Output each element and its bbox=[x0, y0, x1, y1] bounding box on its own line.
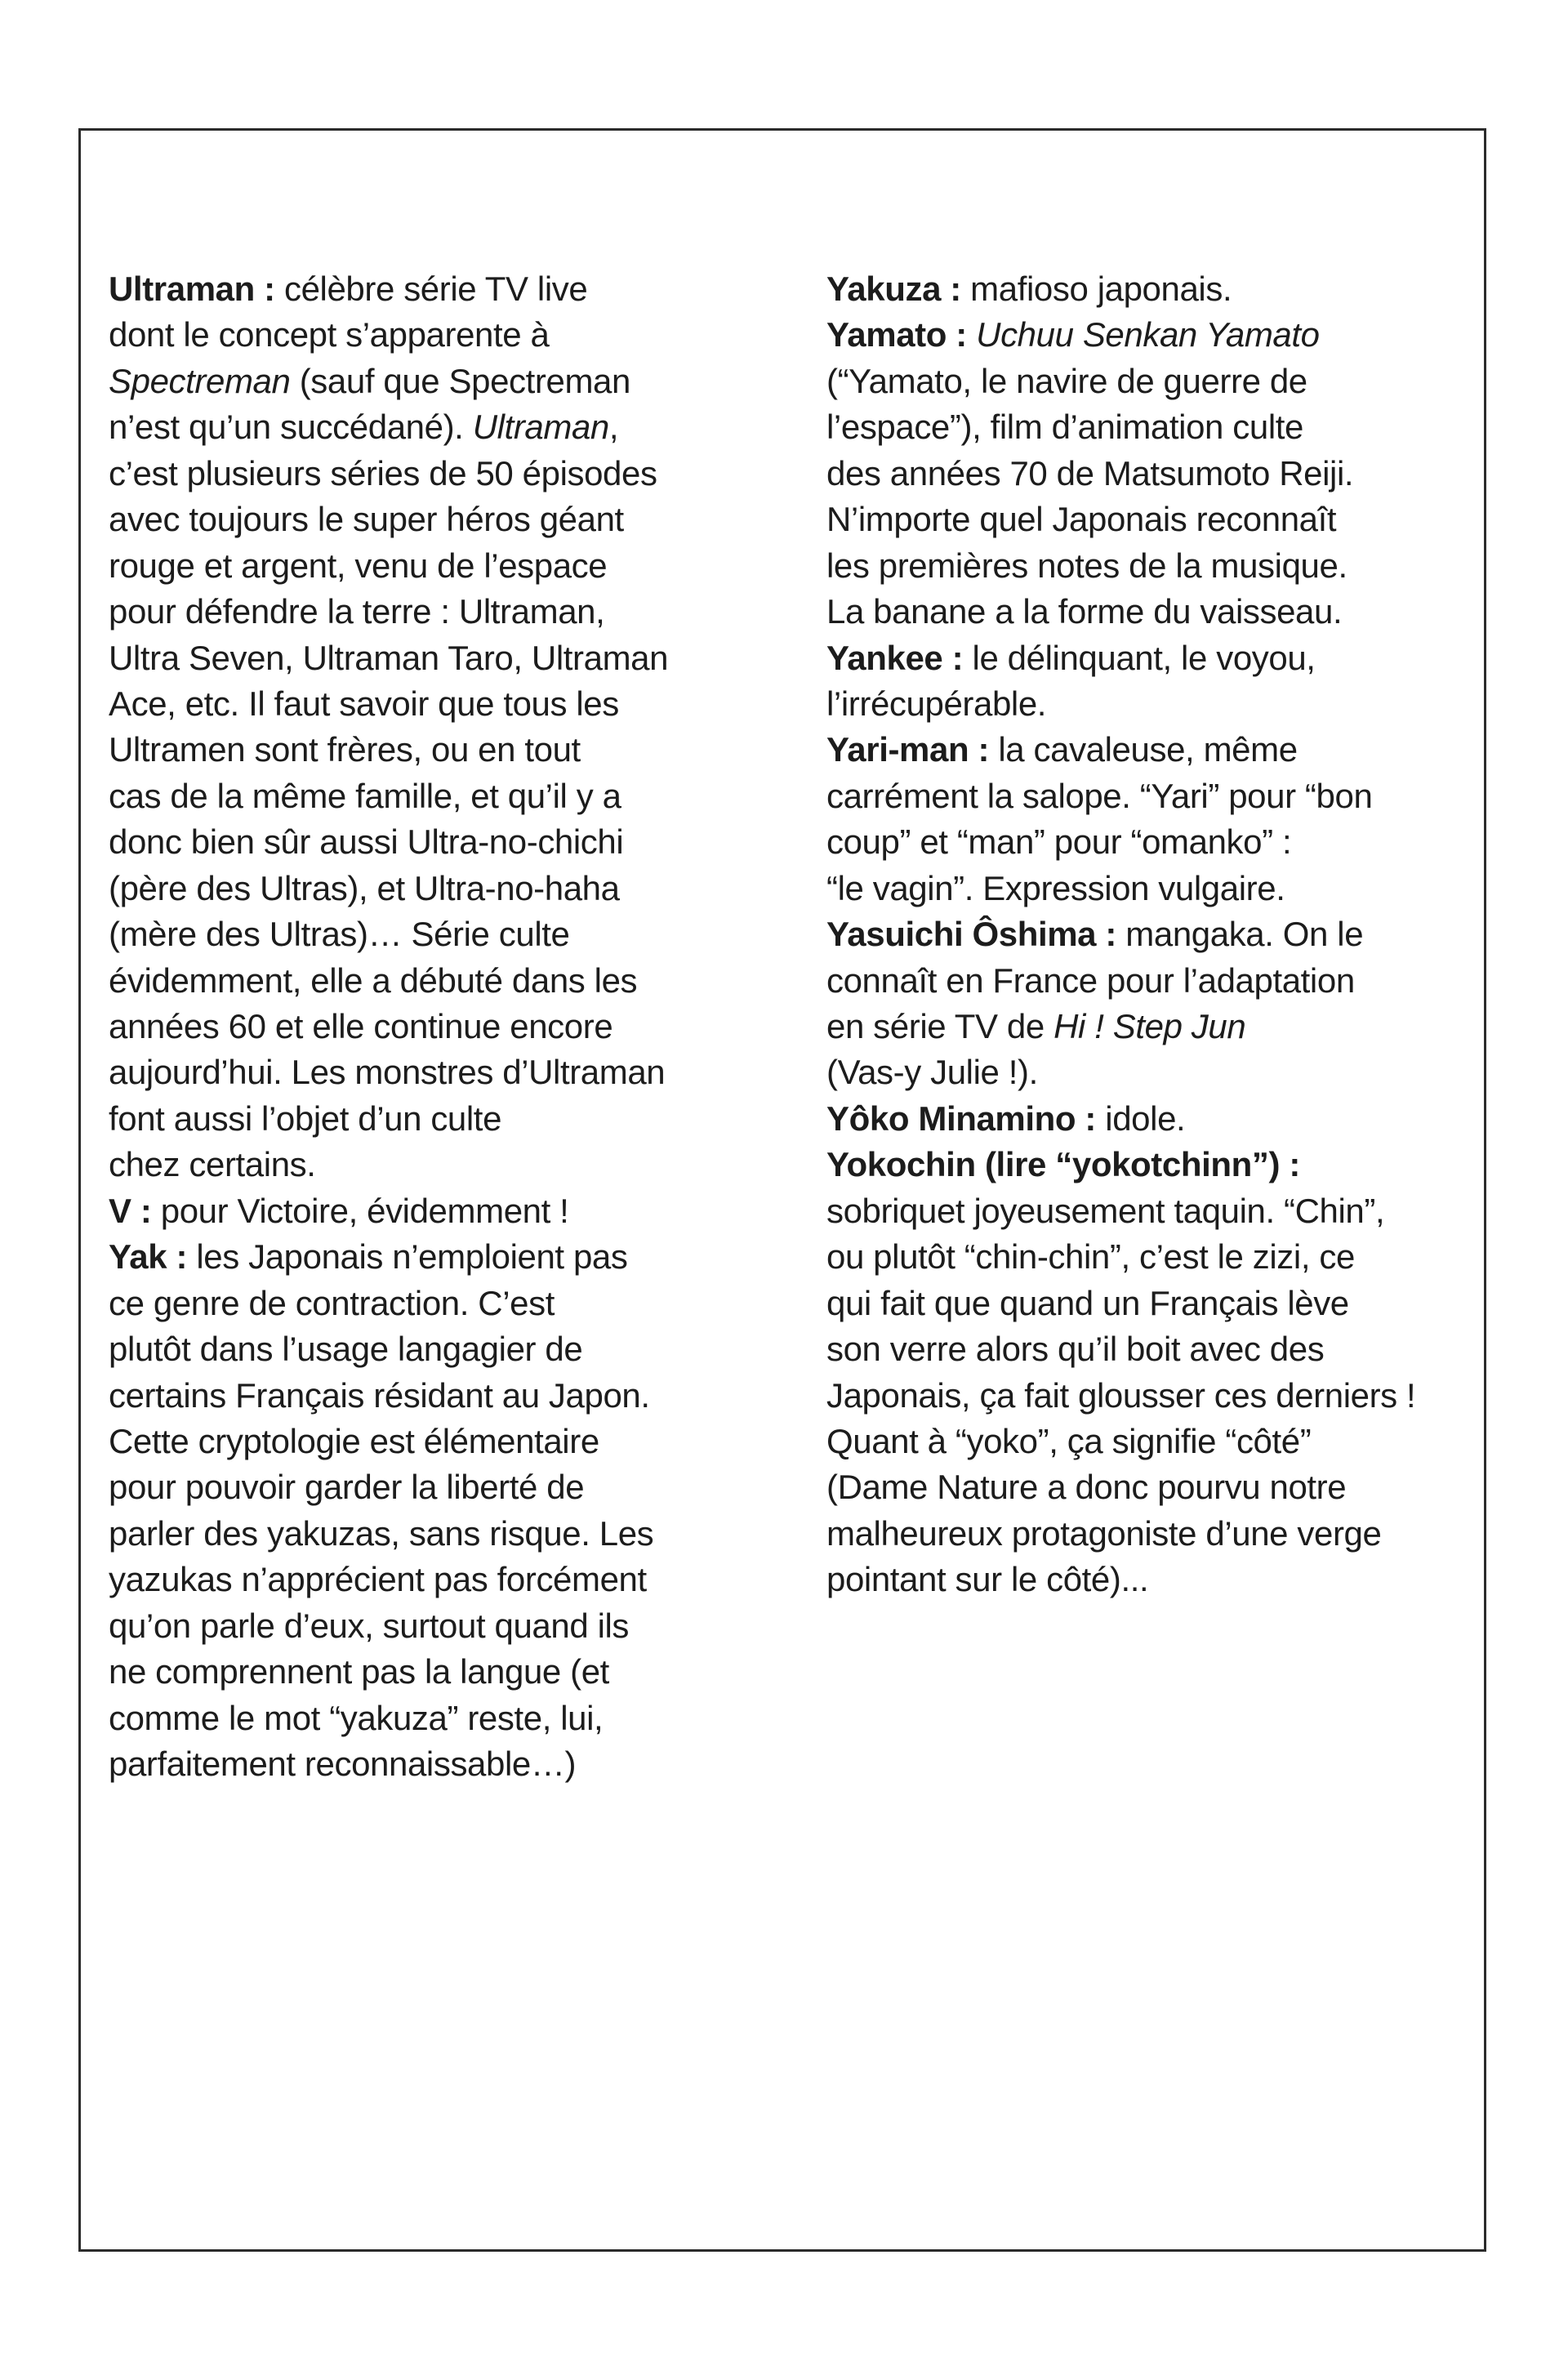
entry-text: Ultramen sont frères, ou en tout bbox=[109, 730, 581, 769]
text-line bbox=[109, 589, 762, 635]
glossary-entry-v bbox=[109, 1188, 762, 1234]
text-line bbox=[109, 1096, 762, 1142]
text-line bbox=[826, 451, 1480, 497]
entry-text: l’irrécupérable. bbox=[826, 684, 1047, 723]
entry-text: pour défendre la terre : Ultraman, bbox=[109, 592, 605, 631]
text-line bbox=[109, 543, 762, 589]
text-line bbox=[826, 1557, 1480, 1602]
glossary-entry-yakuza bbox=[826, 266, 1480, 312]
italic-title: Hi ! Step Jun bbox=[1054, 1007, 1246, 1045]
text-line bbox=[109, 404, 762, 450]
text-line bbox=[109, 773, 762, 819]
text-line bbox=[826, 1142, 1480, 1188]
text-line bbox=[109, 727, 762, 773]
entry-text: rouge et argent, venu de l’espace bbox=[109, 546, 608, 585]
entry-text: N’importe quel Japonais reconnaît bbox=[826, 500, 1337, 539]
entry-text: (mère des Ultras)… Série culte bbox=[109, 915, 570, 954]
entry-term: Yankee : bbox=[826, 638, 964, 677]
entry-text: comme le mot “yakuza” reste, lui, bbox=[109, 1698, 604, 1737]
text-line bbox=[109, 359, 762, 404]
entry-text: carrément la salope. “Yari” pour “bon bbox=[826, 776, 1373, 815]
entry-term: Yamato : bbox=[826, 315, 967, 354]
text-line bbox=[826, 681, 1480, 727]
entry-text: certains Français résidant au Japon. bbox=[109, 1375, 650, 1415]
text-line bbox=[109, 312, 762, 358]
text-line bbox=[109, 681, 762, 727]
entry-text: (Vas-y Julie !). bbox=[826, 1053, 1038, 1092]
entry-text: la cavaleuse, même bbox=[989, 730, 1298, 769]
entry-text: années 60 et elle continue encore bbox=[109, 1007, 613, 1045]
text-line bbox=[826, 1004, 1480, 1049]
entry-text: sobriquet joyeusement taquin. “Chin”, bbox=[826, 1191, 1385, 1230]
entry-text: ou plutôt “chin-chin”, c’est le zizi, ce bbox=[826, 1237, 1355, 1277]
text-line bbox=[826, 1511, 1480, 1557]
text-line bbox=[109, 958, 762, 1004]
text-line bbox=[826, 1049, 1480, 1095]
glossary-entry-yak bbox=[109, 1234, 762, 1787]
text-line bbox=[109, 1603, 762, 1649]
entry-text: (sauf que Spectreman bbox=[290, 361, 630, 400]
entry-text: ne comprennent pas la langue (et bbox=[109, 1652, 609, 1691]
text-line bbox=[109, 1188, 762, 1234]
entry-text: n’est qu’un succédané). bbox=[109, 408, 473, 447]
entry-text: c’est plusieurs séries de 50 épisodes bbox=[109, 453, 657, 492]
entry-text: qui fait que quand un Français lève bbox=[826, 1283, 1349, 1322]
text-line bbox=[109, 1142, 762, 1188]
text-line bbox=[826, 543, 1480, 589]
entry-term: Ultraman : bbox=[109, 270, 275, 308]
entry-term: Yokochin (lire “yokotchinn”) : bbox=[826, 1145, 1300, 1184]
text-line bbox=[826, 1096, 1480, 1142]
text-line bbox=[826, 773, 1480, 819]
entry-text: avec toujours le super héros géant bbox=[109, 500, 624, 539]
entry-text: (“Yamato, le navire de guerre de bbox=[826, 361, 1307, 400]
entry-text: pointant sur le côté)... bbox=[826, 1560, 1149, 1599]
entry-text: mafioso japonais. bbox=[960, 270, 1232, 308]
entry-text: chez certains. bbox=[109, 1145, 316, 1184]
entry-text: “le vagin”. Expression vulgaire. bbox=[826, 868, 1285, 907]
text-line bbox=[826, 1234, 1480, 1280]
text-line bbox=[826, 1326, 1480, 1372]
glossary-entry-yasuichi-oshima bbox=[826, 911, 1480, 1096]
text-line bbox=[826, 1281, 1480, 1326]
entry-text: ce genre de contraction. C’est bbox=[109, 1283, 555, 1322]
entry-text: Ace, etc. Il faut savoir que tous les bbox=[109, 684, 619, 723]
text-line bbox=[109, 1557, 762, 1602]
text-line bbox=[109, 1741, 762, 1787]
text-line bbox=[826, 958, 1480, 1004]
left-column bbox=[109, 266, 762, 1787]
entry-text: yazukas n’apprécient pas forcément bbox=[109, 1560, 647, 1599]
text-line bbox=[826, 866, 1480, 911]
text-line bbox=[109, 1511, 762, 1557]
text-line bbox=[109, 451, 762, 497]
entry-text: Japonais, ça fait glousser ces derniers ! bbox=[826, 1375, 1416, 1415]
entry-text: parfaitement reconnaissable…) bbox=[109, 1745, 577, 1783]
entry-term: Yak : bbox=[109, 1237, 188, 1277]
glossary-entry-yoko-minamino bbox=[826, 1096, 1480, 1142]
text-line bbox=[109, 1649, 762, 1695]
glossary-entry-yamato bbox=[826, 312, 1480, 635]
text-line bbox=[826, 1464, 1480, 1510]
text-line bbox=[109, 1004, 762, 1049]
text-line bbox=[826, 1373, 1480, 1419]
entry-text: des années 70 de Matsumoto Reiji. bbox=[826, 453, 1354, 492]
entry-text: qu’on parle d’eux, surtout quand ils bbox=[109, 1606, 630, 1645]
entry-text: (père des Ultras), et Ultra-no-haha bbox=[109, 868, 620, 907]
glossary-entry-yokochin-lire-yokotchinn bbox=[826, 1142, 1480, 1602]
entry-term: Yakuza : bbox=[826, 270, 961, 308]
entry-text: connaît en France pour l’adaptation bbox=[826, 960, 1355, 1000]
text-line bbox=[826, 359, 1480, 404]
entry-text: font aussi l’objet d’un culte bbox=[109, 1099, 502, 1138]
entry-text: l’espace”), film d’animation culte bbox=[826, 408, 1303, 447]
entry-text: cas de la même famille, et qu’il y a bbox=[109, 776, 621, 815]
glossary-entry-ultraman bbox=[109, 266, 762, 1188]
entry-term: V : bbox=[109, 1191, 152, 1230]
text-line bbox=[109, 866, 762, 911]
text-line bbox=[109, 1373, 762, 1419]
text-line bbox=[826, 1188, 1480, 1234]
entry-text: célèbre série TV live bbox=[274, 270, 588, 308]
entry-text: en série TV de bbox=[826, 1007, 1054, 1045]
text-line bbox=[109, 1696, 762, 1741]
entry-text: aujourd’hui. Les monstres d’Ultraman bbox=[109, 1053, 666, 1092]
entry-text: évidemment, elle a débuté dans les bbox=[109, 960, 638, 1000]
text-line bbox=[826, 1419, 1480, 1464]
text-line bbox=[109, 266, 762, 312]
italic-title: Ultraman bbox=[472, 408, 609, 447]
text-line bbox=[826, 312, 1480, 358]
entry-text: mangaka. On le bbox=[1116, 915, 1364, 954]
text-line bbox=[826, 404, 1480, 450]
glossary-entry-yari-man bbox=[826, 727, 1480, 911]
entry-text: malheureux protagoniste d’une verge bbox=[826, 1513, 1382, 1553]
entry-text: Cette cryptologie est élémentaire bbox=[109, 1421, 599, 1460]
text-line bbox=[109, 819, 762, 865]
entry-term: Yari-man : bbox=[826, 730, 990, 769]
entry-text: , bbox=[608, 408, 619, 447]
text-line bbox=[826, 819, 1480, 865]
entry-text: dont le concept s’apparente à bbox=[109, 315, 550, 354]
text-line bbox=[109, 1281, 762, 1326]
text-line bbox=[826, 911, 1480, 957]
entry-text: les premières notes de la musique. bbox=[826, 546, 1348, 585]
right-column bbox=[826, 266, 1480, 1603]
text-line bbox=[826, 497, 1480, 542]
glossary-entry-yankee bbox=[826, 635, 1480, 728]
entry-text: le délinquant, le voyou, bbox=[963, 638, 1316, 677]
text-line bbox=[109, 1326, 762, 1372]
text-line bbox=[826, 589, 1480, 635]
entry-text: parler des yakuzas, sans risque. Les bbox=[109, 1513, 654, 1553]
entry-text: Quant à “yoko”, ça signifie “côté” bbox=[826, 1421, 1312, 1460]
entry-text: pour pouvoir garder la liberté de bbox=[109, 1468, 585, 1507]
text-line bbox=[109, 1419, 762, 1464]
entry-text: les Japonais n’emploient pas bbox=[187, 1237, 628, 1277]
text-line bbox=[109, 1234, 762, 1280]
text-line bbox=[109, 635, 762, 681]
text-line bbox=[109, 1464, 762, 1510]
entry-text: La banane a la forme du vaisseau. bbox=[826, 592, 1343, 631]
entry-text: pour Victoire, évidemment ! bbox=[151, 1191, 569, 1230]
entry-text bbox=[967, 315, 976, 354]
italic-title: Spectreman bbox=[109, 361, 291, 400]
entry-text: (Dame Nature a donc pourvu notre bbox=[826, 1468, 1347, 1507]
entry-text: donc bien sûr aussi Ultra-no-chichi bbox=[109, 822, 624, 862]
text-line bbox=[826, 635, 1480, 681]
entry-text: coup” et “man” pour “omanko” : bbox=[826, 822, 1292, 862]
text-line bbox=[826, 266, 1480, 312]
entry-text: idole. bbox=[1096, 1099, 1186, 1138]
entry-text: Ultra Seven, Ultraman Taro, Ultraman bbox=[109, 638, 669, 677]
entry-term: Yasuichi Ôshima : bbox=[826, 915, 1116, 954]
entry-text: son verre alors qu’il boit avec des bbox=[826, 1330, 1325, 1369]
entry-text: plutôt dans l’usage langagier de bbox=[109, 1330, 583, 1369]
text-line bbox=[109, 1049, 762, 1095]
text-line bbox=[109, 911, 762, 957]
italic-title: Uchuu Senkan Yamato bbox=[976, 315, 1320, 354]
text-line bbox=[826, 727, 1480, 773]
text-line bbox=[109, 497, 762, 542]
entry-term: Yôko Minamino : bbox=[826, 1099, 1097, 1138]
